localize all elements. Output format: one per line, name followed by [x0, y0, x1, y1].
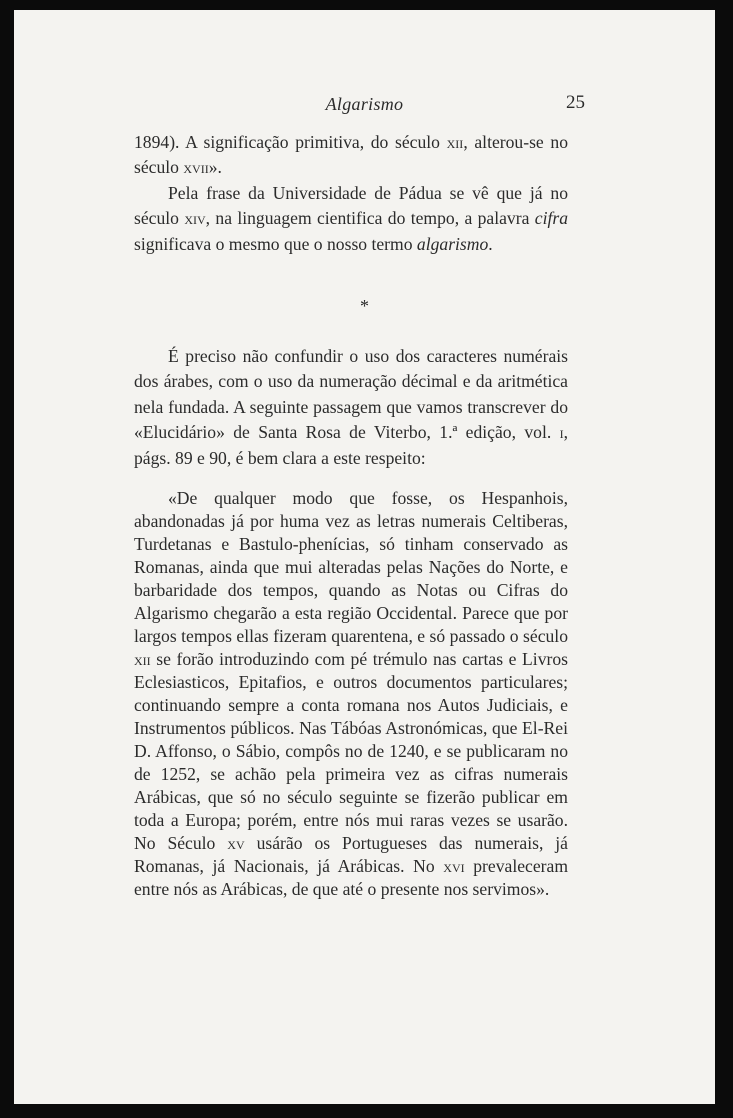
page-header: [14, 94, 715, 124]
quotation-paragraph: «De qualquer modo que fosse, os Hespanhois, abandonadas já por huma vez as letras numerais Celtiberas, Turdetanas e Bastulo-phenícias, só tinham conservado as Romanas, ainda que mui alteradas pelas Nações do Norte, e barbaridade dos tempos, quando as Notas ou Cifras do Algarismo chegarão a esta região Occidental. Parece que por largos tempos ellas fizeram quarentena, e só passado o século xii se forão introduzindo com pé trémulo nas cartas e Livros Eclesiasticos, Epitafios, e outros documentos particulares; continuando sempre a conta romana nos Autos Judiciais, e Instrumentos públicos. Nas Tábóas Astronómicas, que El-Rei D. Affonso, o Sábio, compôs no de 1240, e se publicaram no de 1252, se achão pela primeira vez as cifras numerais Arábicas, que só no século seguinte se fizerão publicar em toda a Europa; porém, entre nós mui raras vezes se usarão. No Século xv usárão os Portugueses das numerais, já Romanas, já Nacionais, já Arábicas. No xvi prevaleceram entre nós as Arábicas, de que até o presente nos servimos».: [134, 488, 568, 899]
paragraph-intro: É preciso não confundir o uso dos caracteres numérais dos árabes, com o uso da numeração décimal e da aritmética nela fundada. A seguinte passagem que vamos transcrever do «Elucidário» de Santa Rosa de Viterbo, 1.ª edição, vol. i, págs. 89 e 90, é bem clara a este respeito:: [134, 346, 568, 468]
section-separator: *: [360, 296, 369, 316]
page-number: 25: [566, 92, 585, 113]
running-title: Algarismo: [325, 94, 404, 114]
quotation-elucidario: [134, 487, 568, 901]
book-page: [14, 10, 715, 1104]
section-two: [134, 344, 568, 471]
paragraph-continuation: 1894). A significação primitiva, do século xii, alterou-se no século xvii».: [134, 132, 568, 178]
paragraph-padua: Pela frase da Universidade de Pádua se vê que já no século xiv, na linguagem cientifica do tempo, a palavra cifra significava o mesmo que o nosso termo algarismo.: [134, 182, 568, 254]
section-one: [134, 130, 568, 257]
